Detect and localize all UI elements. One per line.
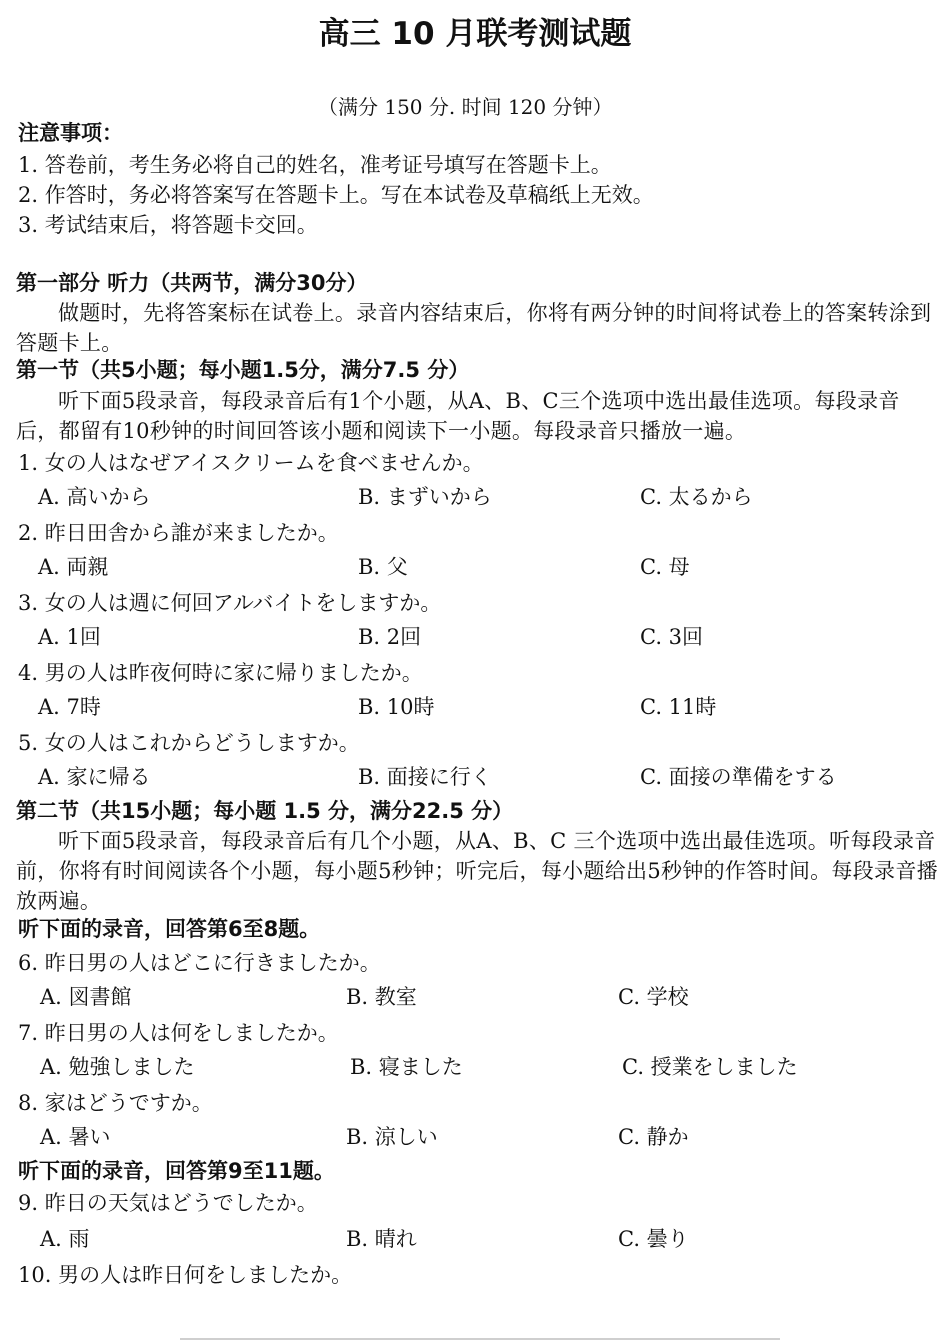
q8-option-b: B. 涼しい — [346, 1125, 438, 1149]
question-3: 3. 女の人は週に何回アルバイトをしますか。 — [18, 591, 442, 615]
section1-intro: 听下面5段录音，每段录音后有1个小题，从A、B、C三个选项中选出最佳选项。每段录音后，都留有10秒钟的时间回答该小题和阅读下一小题。每段录音只播放一遍。 — [16, 389, 900, 443]
q1-option-c: C. 太るから — [640, 485, 753, 509]
q9-option-a: A. 雨 — [40, 1227, 90, 1251]
q5-option-b: B. 面接に行く — [358, 765, 492, 789]
q2-option-c: C. 母 — [640, 555, 690, 579]
q8-option-c: C. 静か — [618, 1125, 689, 1149]
part1-heading: 第一部分 听力（共两节，满分30分） — [16, 271, 368, 295]
group1-heading: 听下面的录音，回答第6至8题。 — [18, 917, 321, 941]
question-7: 7. 昨日男の人は何をしましたか。 — [18, 1021, 339, 1045]
q3-option-c: C. 3回 — [640, 625, 704, 649]
q2-option-a: A. 両親 — [38, 555, 109, 579]
question-5: 5. 女の人はこれからどうしますか。 — [18, 731, 360, 755]
question-9: 9. 昨日の天気はどうでしたか。 — [18, 1191, 318, 1215]
q8-option-a: A. 暑い — [40, 1125, 111, 1149]
notice-heading: 注意事项： — [18, 121, 123, 145]
part1-intro: 做题时，先将答案标在试卷上。录音内容结束后，你将有两分钟的时间将试卷上的答案转涂到答题卡上。 — [16, 301, 932, 355]
section1-heading: 第一节（共5小题；每小题1.5分，满分7.5 分） — [16, 358, 470, 382]
q6-option-c: C. 学校 — [618, 985, 689, 1009]
q6-option-a: A. 図書館 — [40, 985, 132, 1009]
q4-option-c: C. 11時 — [640, 695, 717, 719]
q6-option-b: B. 教室 — [346, 985, 417, 1009]
q3-option-b: B. 2回 — [358, 625, 422, 649]
section2-heading: 第二节（共15小题；每小题 1.5 分，满分22.5 分） — [16, 799, 514, 823]
notice-item-2: 2. 作答时，务必将答案写在答题卡上。写在本试卷及草稿纸上无效。 — [18, 183, 654, 207]
question-10: 10. 男の人は昨日何をしましたか。 — [18, 1263, 353, 1287]
q5-option-a: A. 家に帰る — [38, 765, 151, 789]
group2-heading: 听下面的录音，回答第9至11题。 — [18, 1159, 335, 1183]
score-time-note: （满分 150 分. 时间 120 分钟） — [318, 95, 613, 119]
q1-option-b: B. まずいから — [358, 485, 492, 509]
question-8: 8. 家はどうですか。 — [18, 1091, 213, 1115]
question-1: 1. 女の人はなぜアイスクリームを食べませんか。 — [18, 451, 484, 475]
page-title: 高三 10 月联考测试题 — [318, 16, 632, 52]
q9-option-c: C. 曇り — [618, 1227, 689, 1251]
question-6: 6. 昨日男の人はどこに行きましたか。 — [18, 951, 381, 975]
q3-option-a: A. 1回 — [38, 625, 101, 649]
question-2: 2. 昨日田舎から誰が来ましたか。 — [18, 521, 339, 545]
notice-item-3: 3. 考试结束后，将答题卡交回。 — [18, 213, 318, 237]
notice-item-1: 1. 答卷前，考生务必将自己的姓名，准考证号填写在答题卡上。 — [18, 153, 612, 177]
q7-option-c: C. 授業をしました — [622, 1055, 798, 1079]
q5-option-c: C. 面接の準備をする — [640, 765, 837, 789]
q9-option-b: B. 晴れ — [346, 1227, 417, 1251]
q1-option-a: A. 高いから — [38, 485, 151, 509]
q2-option-b: B. 父 — [358, 555, 408, 579]
question-4: 4. 男の人は昨夜何時に家に帰りましたか。 — [18, 661, 423, 685]
q7-option-b: B. 寝ました — [350, 1055, 463, 1079]
q4-option-a: A. 7時 — [38, 695, 101, 719]
q4-option-b: B. 10時 — [358, 695, 435, 719]
page-bottom-rule — [180, 1338, 780, 1340]
q7-option-a: A. 勉強しました — [40, 1055, 195, 1079]
section2-intro: 听下面5段录音，每段录音后有几个小题，从A、B、C 三个选项中选出最佳选项。听每段录音前，你将有时间阅读各个小题，每小题5秒钟；听完后，每小题给出5秒钟的作答时间。每段录音播放两遍。 — [16, 829, 938, 913]
